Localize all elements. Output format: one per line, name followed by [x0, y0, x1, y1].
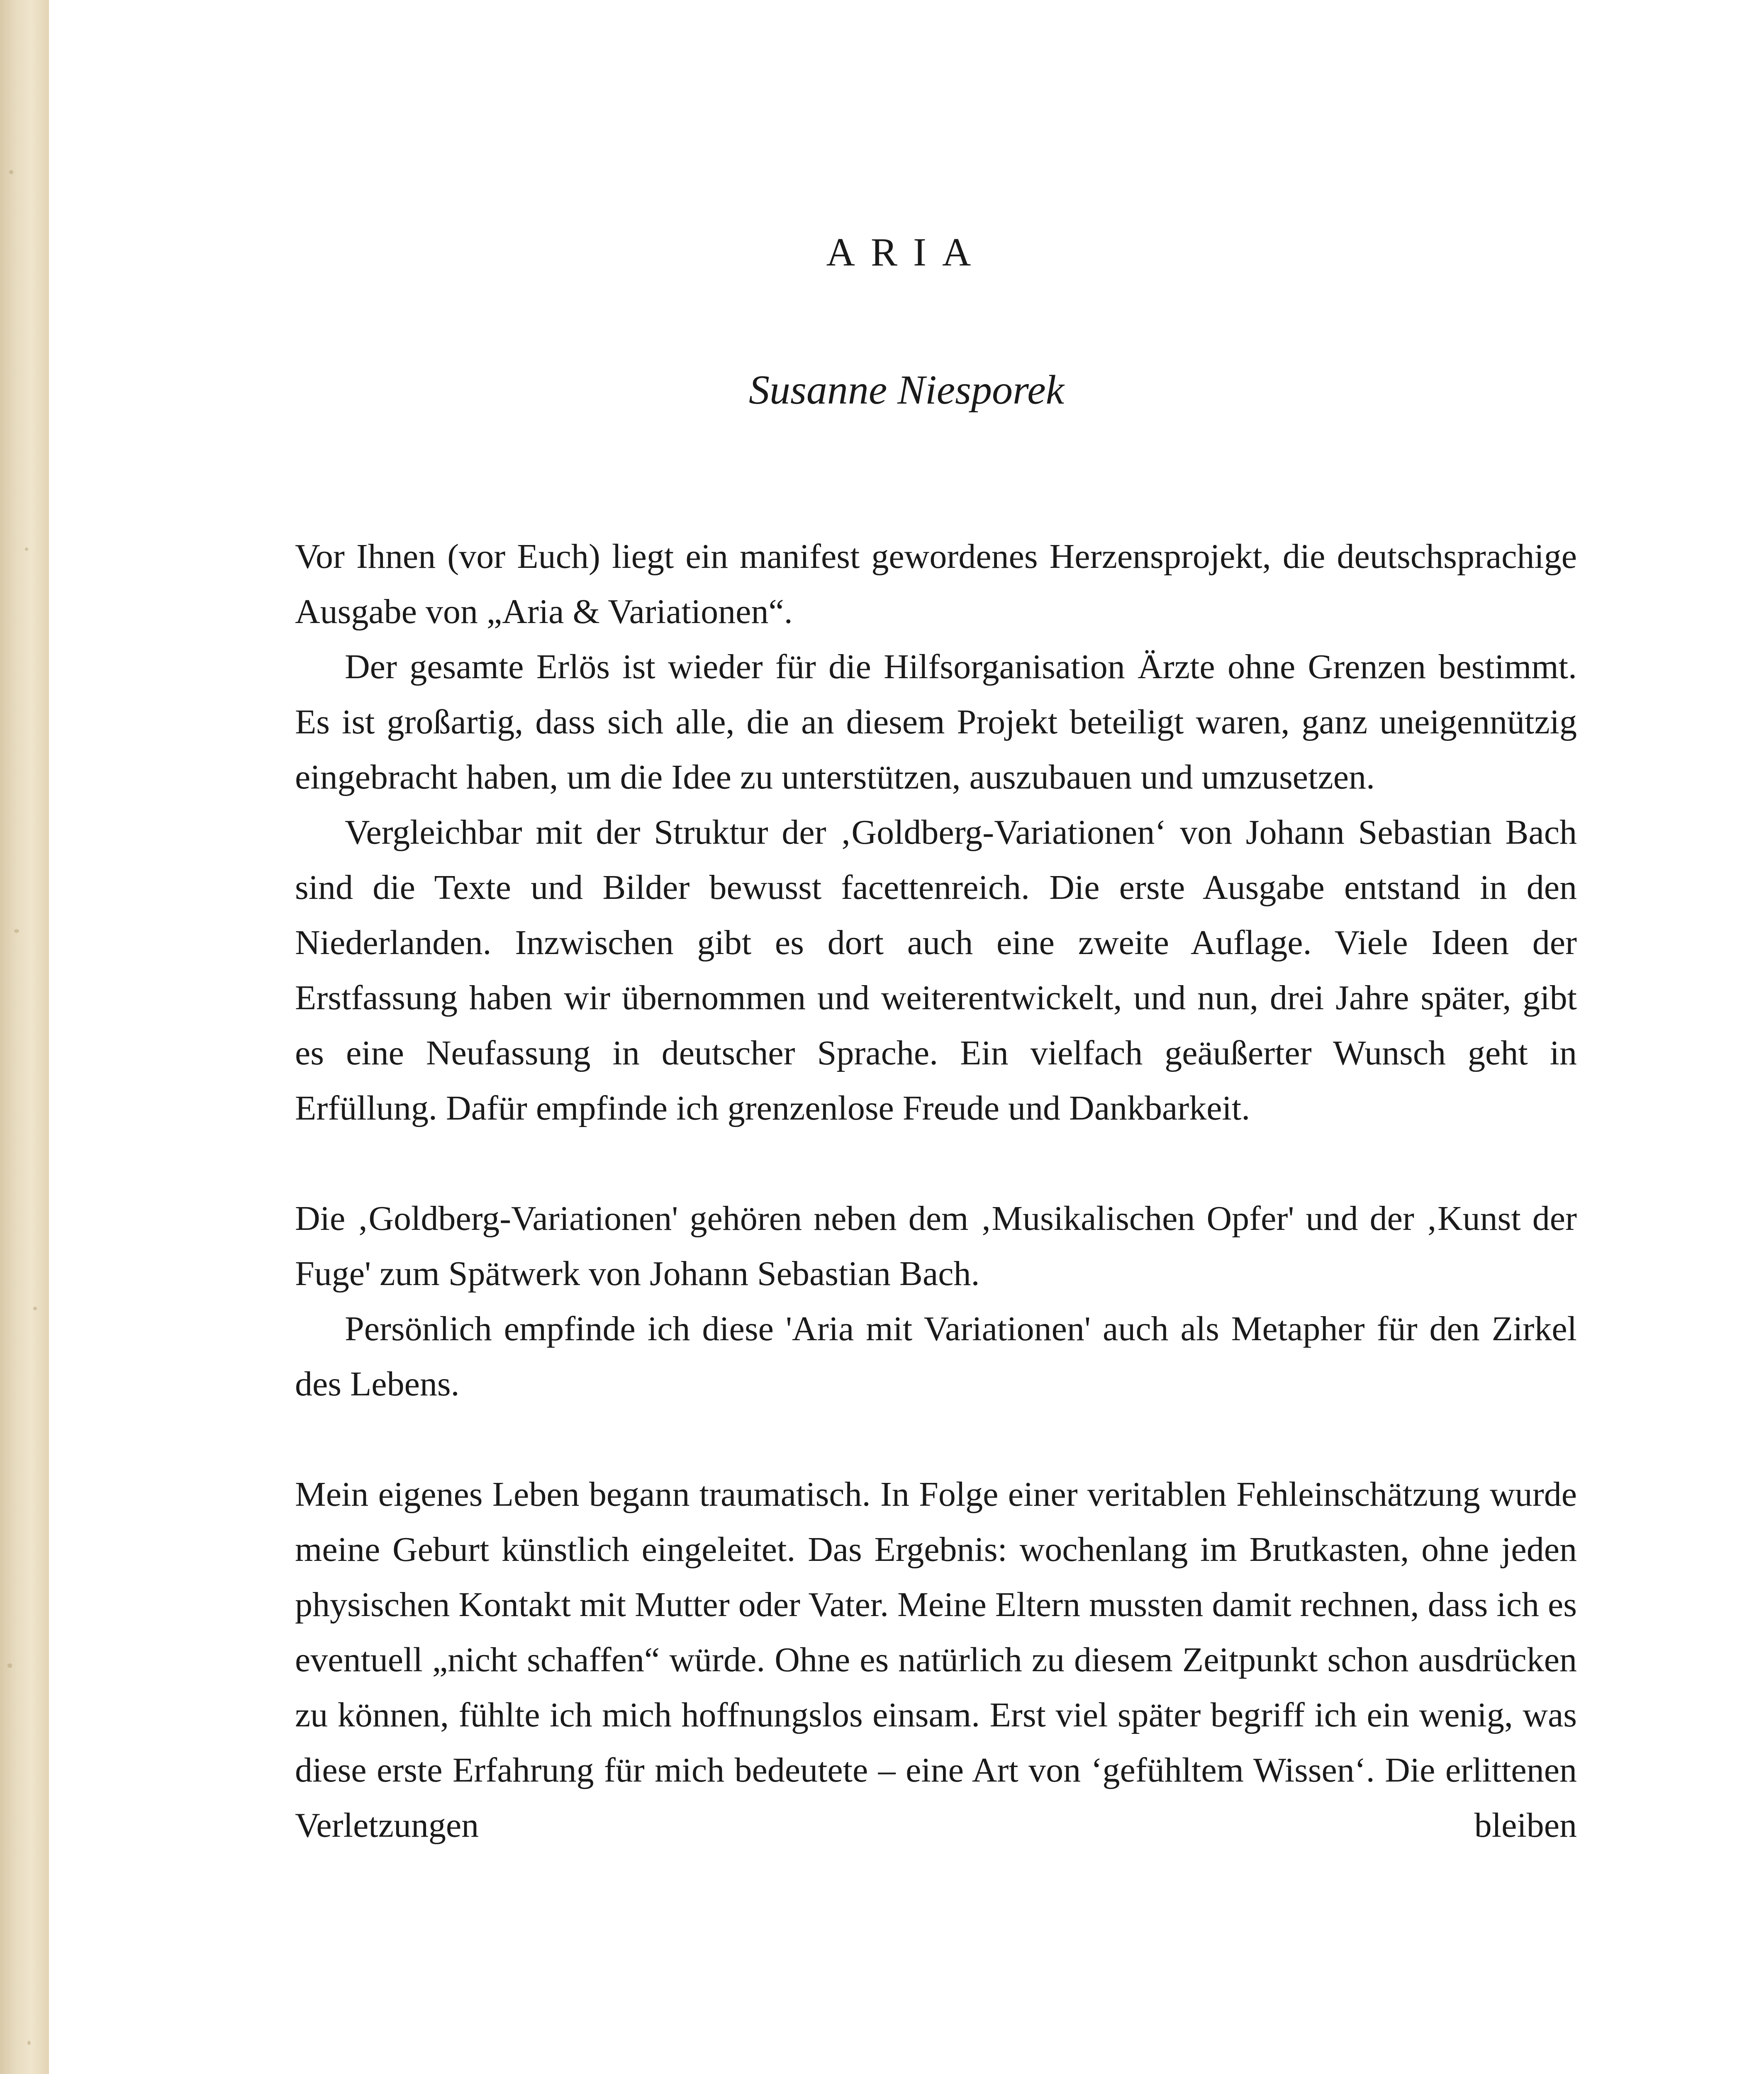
paragraph: Mein eigenes Leben begann traumatisch. In Folge einer veritablen Fehleinschätzung wurde meine Geburt künstlich eingeleitet. Das Ergebnis: wochenlang im Brutkasten, ohne jeden physischen Kontakt mit Mutter oder Vater. Meine Eltern mussten damit rechnen, dass ich es eventuell „nicht schaffen“ würde. Ohne es natürlich zu diesem Zeitpunkt schon ausdrücken zu können, fühlte ich mich hoffnungslos einsam. Erst viel später begriff ich ein wenig, was diese erste Erfahrung für mich bedeutete – eine Art von ‘gefühltem Wissen‘. Die erlittenen Verletzungen bleiben [295, 1475, 1577, 1845]
paper-speck [9, 170, 13, 174]
paper-speck [27, 2041, 31, 2045]
paper-speck [33, 1307, 37, 1310]
author-name: Susanne Niesporek [748, 367, 1065, 413]
paper-speck [7, 1663, 12, 1668]
page-binding-edge [0, 0, 49, 2074]
paragraph: Persönlich empfinde ich diese 'Aria mit Variationen' auch als Metapher für den Zirkel des Lebens. [295, 1310, 1577, 1403]
paragraph: Vergleichbar mit der Struktur der ‚Goldberg-Variationen‘ von Johann Sebastian Bach sind die Texte und Bilder bewusst facettenreich. Die erste Ausgabe entstand in den Niederlanden. Inzwischen gibt es dort auch eine zweite Auflage. Viele Ideen der Erstfassung haben wir übernommen und weiterentwickelt, und nun, drei Jahre später, gibt es eine Neufassung in deutscher Sprache. Ein vielfach geäußerter Wunsch geht in Erfüllung. Dafür empfinde ich grenzenlose Freude und Dankbarkeit. [295, 813, 1577, 1127]
book-page [49, 0, 1764, 2074]
paragraph: Der gesamte Erlös ist wieder für die Hilfsorganisation Ärzte ohne Grenzen bestimmt. Es ist großartig, dass sich alle, die an diesem Projekt beteiligt waren, ganz uneigennützig eingebracht haben, um die Idee zu unterstützen, auszubauen und umzusetzen. [295, 648, 1577, 796]
paragraph: Vor Ihnen (vor Euch) liegt ein manifest gewordenes Herzensprojekt, die deutschsprachige Ausgabe von „Aria & Variationen“. [295, 537, 1577, 631]
paragraph: Die ‚Goldberg-Variationen' gehören neben dem ‚Musikalischen Opfer' und der ‚Kunst der Fuge' zum Spätwerk von Johann Sebastian Bach. [295, 1199, 1577, 1293]
paper-speck [25, 548, 28, 551]
body-text [295, 529, 1577, 1853]
paper-speck [14, 929, 19, 933]
chapter-title: ARIA [826, 230, 987, 274]
